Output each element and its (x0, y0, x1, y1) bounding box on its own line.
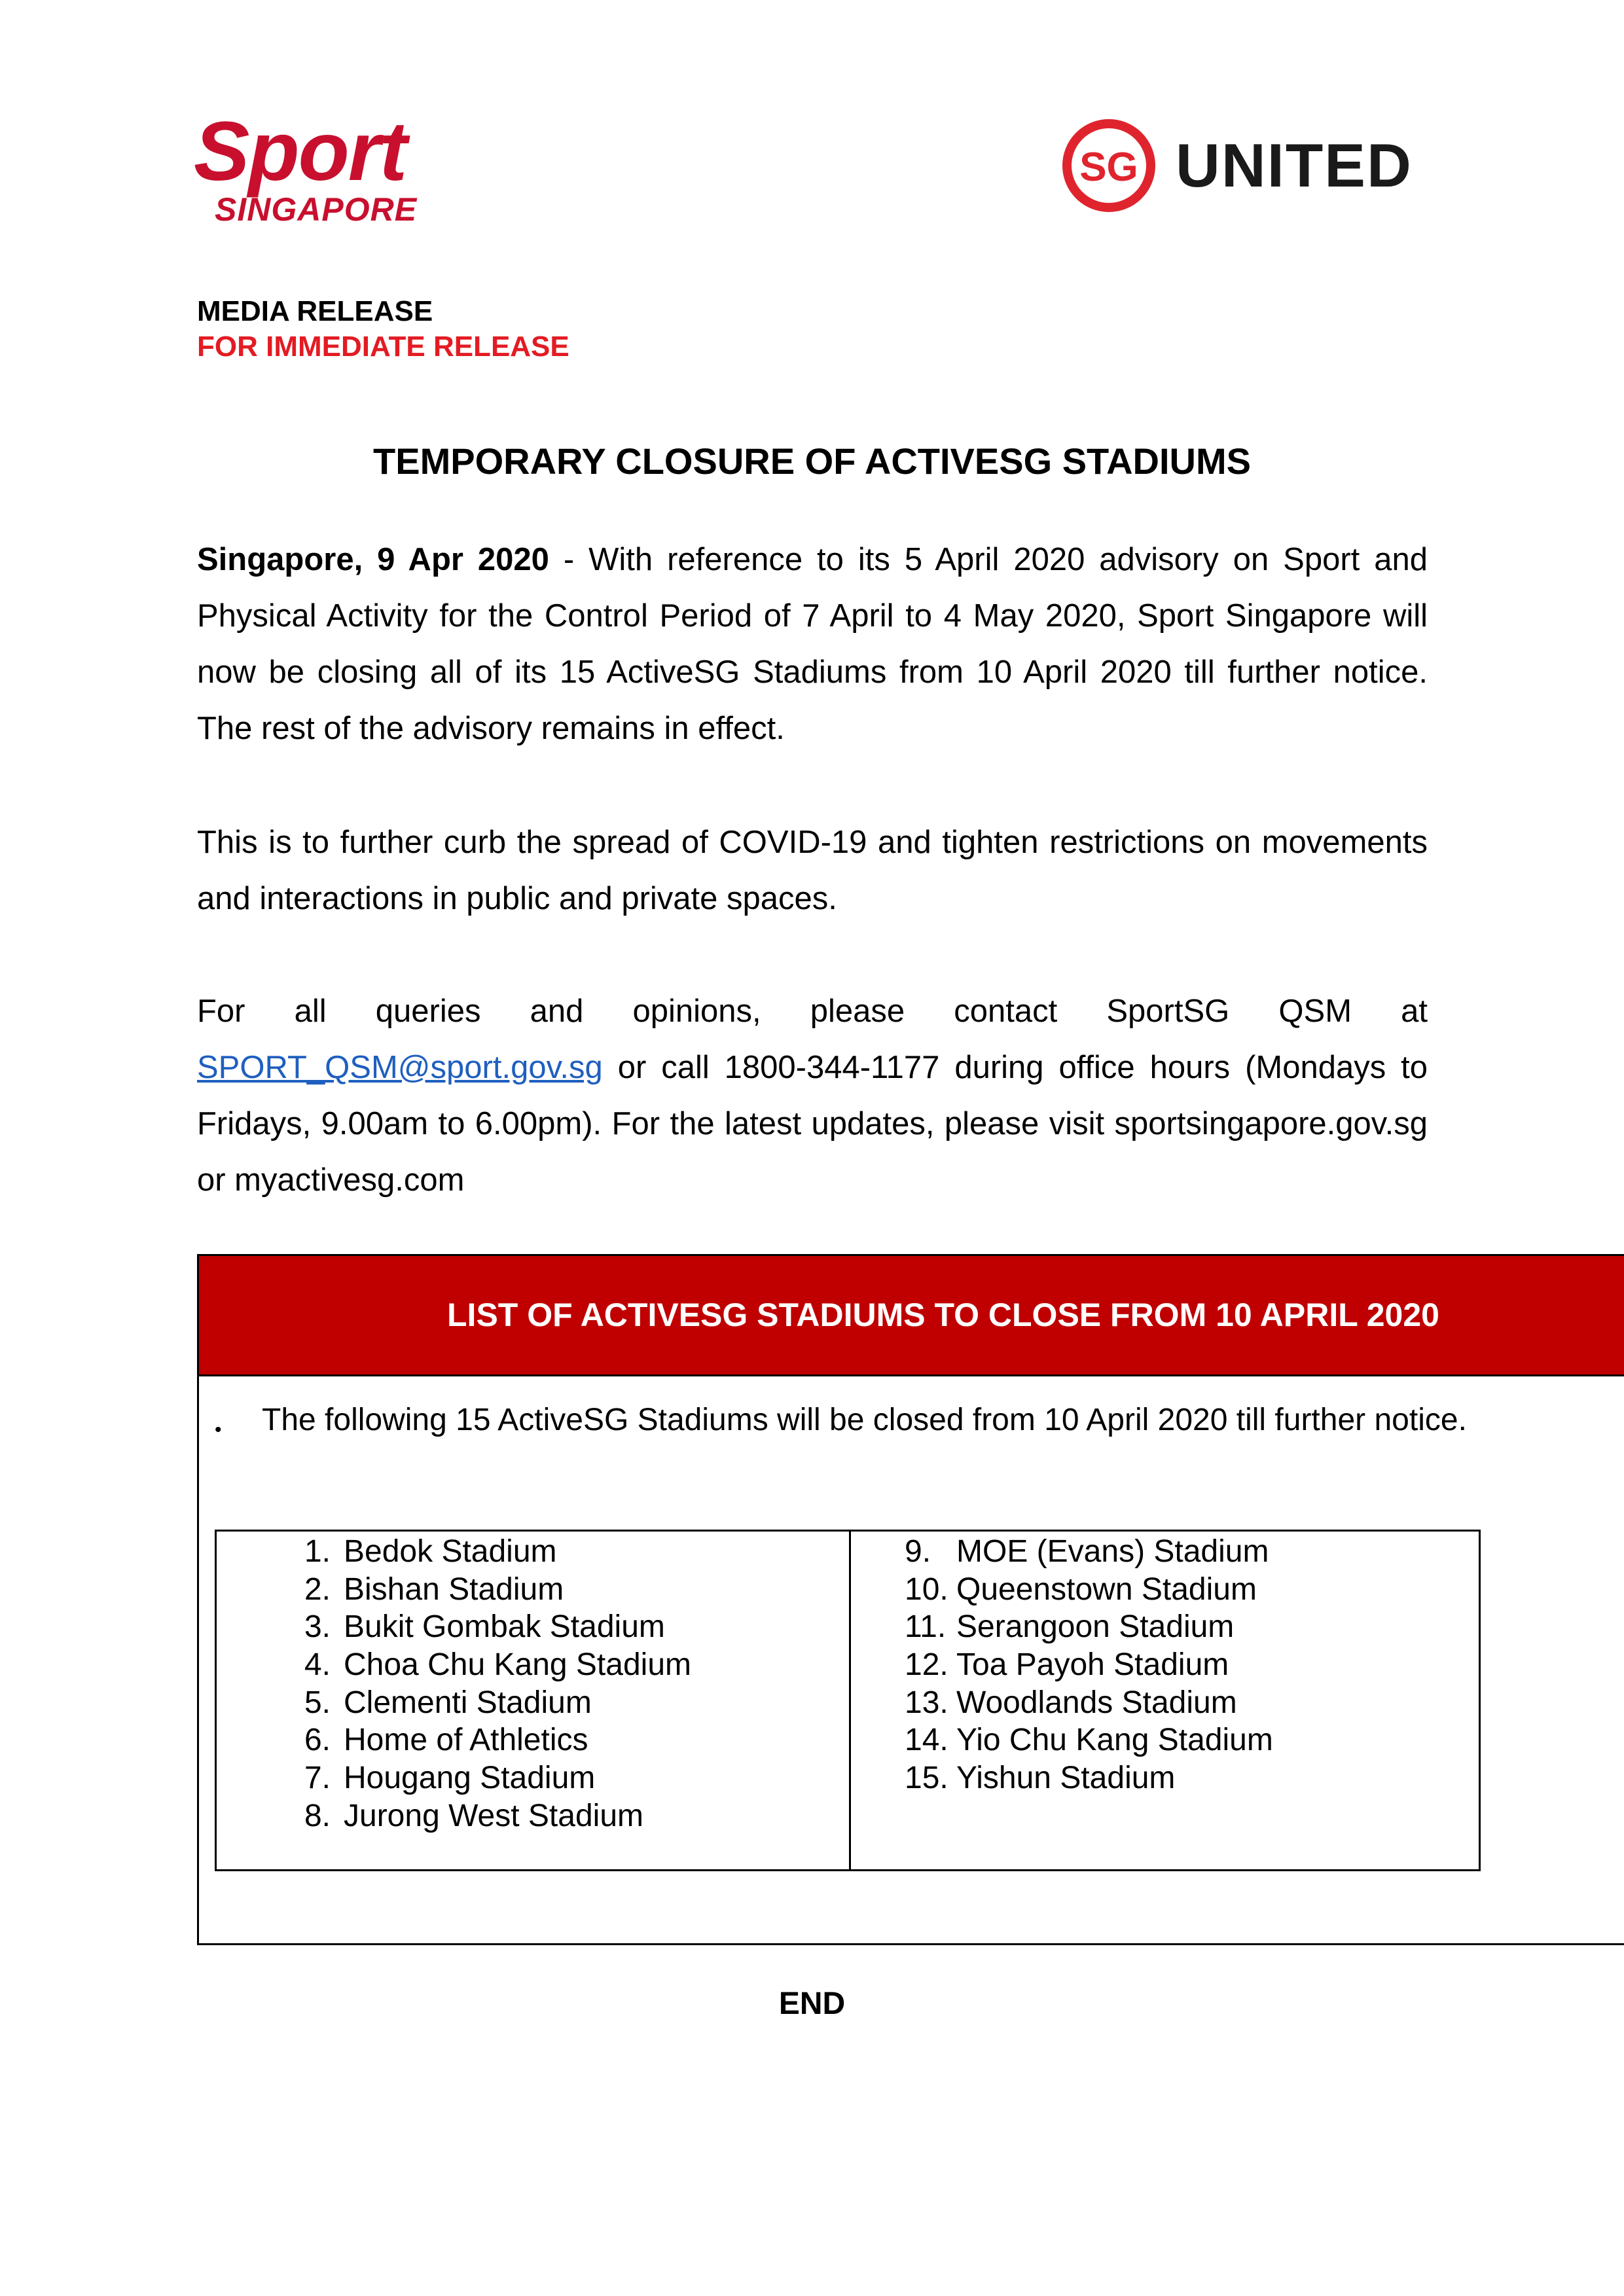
sport-singapore-logo (194, 106, 442, 237)
stadium-number: 4. (304, 1647, 331, 1683)
stadium-name: Home of Athletics (344, 1723, 588, 1758)
stadium-list-item (280, 1797, 691, 1835)
stadium-number: 8. (304, 1798, 331, 1833)
stadium-list-item (905, 1721, 1273, 1759)
stadium-table (215, 1530, 1481, 1871)
box-header-text: LIST OF ACTIVESG STADIUMS TO CLOSE FROM 10 APRIL 2020 (447, 1297, 1439, 1333)
stadium-list-right (905, 1533, 1273, 1797)
immediate-release-label: FOR IMMEDIATE RELEASE (197, 331, 569, 363)
bullet-icon: • (215, 1419, 222, 1441)
stadium-name: Clementi Stadium (344, 1685, 592, 1720)
stadium-number: 1. (304, 1534, 331, 1569)
stadium-name: Serangoon Stadium (956, 1609, 1235, 1645)
box-header (199, 1256, 1624, 1376)
column-divider (849, 1532, 851, 1869)
paragraph-reason: This is to further curb the spread of COVID-19 and tighten restrictions on movements and interactions in public and private spaces. (197, 825, 1428, 916)
stadium-list-item (905, 1759, 1273, 1797)
stadium-list-item (905, 1608, 1273, 1646)
stadium-number: 3. (304, 1609, 331, 1645)
announcement-text: - With reference to its 5 April 2020 advisory on Sport and Physical Activity for the Control Period of 7 April to 4 May 2020, Sport Singapore will now be closing all of its 15 ActiveSG Stadiums from 10 April 2020 till further notice. The rest of the advisory remains in effect. (197, 542, 1428, 746)
stadium-list-item (280, 1759, 691, 1797)
stadium-list-item (905, 1646, 1273, 1684)
stadium-number: 13. (905, 1685, 948, 1720)
stadium-name: MOE (Evans) Stadium (956, 1534, 1269, 1569)
stadium-list-item (280, 1721, 691, 1759)
dateline: Singapore, 9 Apr 2020 (197, 542, 549, 577)
stadium-name: Jurong West Stadium (344, 1798, 643, 1833)
stadium-list-item (280, 1608, 691, 1646)
stadium-list-item (280, 1533, 691, 1571)
contact-text-before: For all queries and opinions, please contact SportSG QSM at (197, 994, 1428, 1029)
stadium-number: 9. (905, 1534, 931, 1569)
stadium-number: 15. (905, 1761, 948, 1796)
stadium-list-item (280, 1646, 691, 1684)
stadium-name: Hougang Stadium (344, 1761, 596, 1796)
stadium-list-item (280, 1684, 691, 1722)
sg-united-logo (1058, 117, 1411, 215)
stadium-number: 12. (905, 1647, 948, 1683)
stadium-name: Woodlands Stadium (956, 1685, 1237, 1720)
stadium-name: Bedok Stadium (344, 1534, 557, 1569)
stadium-list-item (280, 1571, 691, 1609)
sport-logo-word: Sport (194, 105, 406, 198)
paragraph-announcement (197, 531, 1428, 757)
stadium-number: 10. (905, 1571, 948, 1607)
sg-ring-text: SG (1079, 145, 1138, 190)
stadium-number: 7. (304, 1761, 331, 1796)
paragraph-contact (197, 983, 1428, 1208)
stadium-name: Toa Payoh Stadium (956, 1647, 1229, 1683)
end-marker: END (778, 1986, 846, 2021)
email-link[interactable]: SPORT_QSM@sport.gov.sg (197, 1050, 603, 1085)
contact-text-after: or call 1800-344-1177 during office hours (Mondays to Fridays, 9.00am to 6.00pm). For the latest updates, please visit sportsingapore.gov.sg or myactivesg.com (197, 1050, 1428, 1198)
sport-logo-sub: SINGAPORE (215, 191, 418, 228)
sg-united-word: UNITED (1176, 131, 1413, 200)
stadium-name: Queenstown Stadium (956, 1571, 1257, 1607)
stadium-list-item (905, 1571, 1273, 1609)
stadium-name: Yishun Stadium (956, 1761, 1176, 1796)
stadium-name: Yio Chu Kang Stadium (956, 1723, 1273, 1758)
stadium-number: 5. (304, 1685, 331, 1720)
stadium-number: 6. (304, 1723, 331, 1758)
stadium-name: Choa Chu Kang Stadium (344, 1647, 691, 1683)
media-release-label: MEDIA RELEASE (197, 295, 433, 327)
stadium-name: Bukit Gombak Stadium (344, 1609, 665, 1645)
stadium-number: 11. (905, 1609, 947, 1645)
document-title: TEMPORARY CLOSURE OF ACTIVESG STADIUMS (373, 440, 1251, 482)
stadium-list-item (905, 1684, 1273, 1722)
sg-ring-icon (1058, 117, 1163, 215)
stadium-closure-box (197, 1254, 1624, 1945)
stadium-list-left (280, 1533, 691, 1835)
stadium-list-item (905, 1533, 1273, 1571)
box-intro-text: The following 15 ActiveSG Stadiums will be closed from 10 April 2020 till further notice. (262, 1403, 1467, 1437)
stadium-number: 14. (905, 1723, 948, 1758)
stadium-name: Bishan Stadium (344, 1571, 564, 1607)
stadium-number: 2. (304, 1571, 331, 1607)
